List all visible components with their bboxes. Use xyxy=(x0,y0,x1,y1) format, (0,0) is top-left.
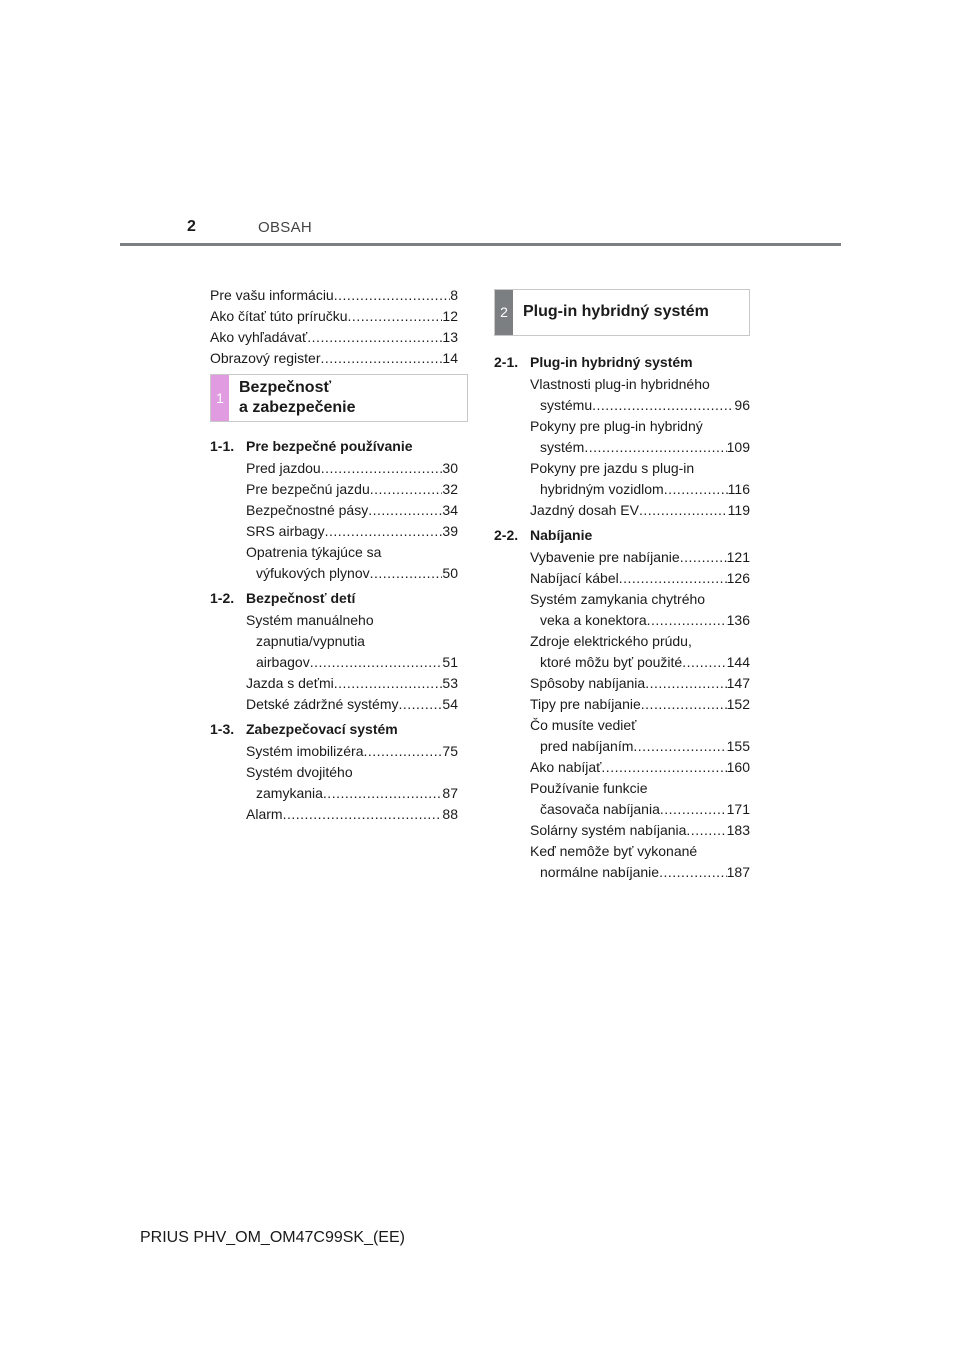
toc-leader-dots xyxy=(307,327,442,348)
toc-page-number: 160 xyxy=(726,759,750,775)
toc-entry[interactable] xyxy=(530,673,750,694)
toc-row[interactable] xyxy=(246,521,458,542)
toc-row[interactable] xyxy=(530,799,750,820)
subsection-title: Plug-in hybridný systém xyxy=(530,354,693,370)
left-subsections xyxy=(210,436,458,825)
section-box-2[interactable] xyxy=(494,289,750,336)
toc-page-number: 183 xyxy=(726,822,750,838)
toc-entry[interactable] xyxy=(530,589,750,631)
toc-leader-dots xyxy=(370,563,443,584)
toc-entry[interactable] xyxy=(530,841,750,883)
toc-entry-line: Používanie funkcie xyxy=(530,780,648,796)
toc-page-number: 187 xyxy=(726,864,750,880)
toc-label: Ako čítať túto príručku xyxy=(210,308,348,324)
toc-page-number: 12 xyxy=(442,308,458,324)
toc-label: výfukových plynov xyxy=(256,565,370,581)
toc-label: systému xyxy=(540,397,593,413)
section-box-1[interactable] xyxy=(210,374,468,422)
toc-row[interactable] xyxy=(246,458,458,479)
intro-list xyxy=(210,285,458,369)
toc-row[interactable] xyxy=(530,673,750,694)
toc-label: Pre vašu informáciu xyxy=(210,287,334,303)
toc-leader-dots xyxy=(601,757,726,778)
toc-entry[interactable] xyxy=(530,820,750,841)
toc-entry-line: Opatrenia týkajúce sa xyxy=(246,544,382,560)
toc-label: SRS airbagy xyxy=(246,523,325,539)
toc-row[interactable] xyxy=(530,500,750,521)
toc-row[interactable] xyxy=(530,479,750,500)
toc-entry[interactable] xyxy=(246,458,458,479)
toc-label: Vybavenie pre nabíjanie xyxy=(530,549,680,565)
toc-row[interactable] xyxy=(530,862,750,883)
toc-entry[interactable] xyxy=(530,374,750,416)
toc-page-number: 14 xyxy=(442,350,458,366)
section-title-1-line2: a zabezpečenie xyxy=(239,399,356,416)
toc-row[interactable] xyxy=(246,694,458,715)
toc-label: pred nabíjaním xyxy=(540,738,634,754)
subsection-title: Bezpečnosť detí xyxy=(246,590,356,606)
toc-row[interactable] xyxy=(246,652,458,673)
toc-leader-dots xyxy=(664,479,728,500)
toc-row[interactable] xyxy=(210,327,458,348)
toc-label: Spôsoby nabíjania xyxy=(530,675,646,691)
toc-page-number: 116 xyxy=(727,481,750,497)
toc-label: Ako vyhľadávať xyxy=(210,329,308,345)
toc-page-number: 87 xyxy=(442,785,458,801)
page-number: 2 xyxy=(187,218,196,235)
toc-page-number: 126 xyxy=(726,570,750,586)
toc-leader-dots xyxy=(660,799,727,820)
toc-row[interactable] xyxy=(530,437,750,458)
toc-leader-dots xyxy=(320,348,442,369)
toc-label: airbagov xyxy=(256,654,310,670)
toc-label: normálne nabíjanie xyxy=(540,864,660,880)
toc-entry-line: Zdroje elektrického prúdu, xyxy=(530,633,692,649)
toc-leader-dots xyxy=(399,694,443,715)
header-rule xyxy=(120,243,841,246)
toc-page-number: 119 xyxy=(727,502,750,518)
toc-entry[interactable] xyxy=(246,542,458,584)
toc-entry[interactable] xyxy=(246,694,458,715)
toc-entry[interactable] xyxy=(246,479,458,500)
toc-label: Tipy pre nabíjanie xyxy=(530,696,641,712)
toc-page-number: 13 xyxy=(442,329,458,345)
toc-row[interactable] xyxy=(530,610,750,631)
toc-label: Systém imobilizéra xyxy=(246,743,364,759)
toc-label: ktoré môžu byť použité xyxy=(540,654,683,670)
subsection-number: 1-3. xyxy=(210,721,235,737)
toc-leader-dots xyxy=(686,820,726,841)
toc-row[interactable] xyxy=(246,479,458,500)
toc-row[interactable] xyxy=(246,563,458,584)
toc-leader-dots xyxy=(659,862,727,883)
toc-page-number: 171 xyxy=(726,801,750,817)
toc-label: Pred jazdou xyxy=(246,460,321,476)
toc-row[interactable] xyxy=(530,736,750,757)
toc-row[interactable] xyxy=(246,741,458,762)
toc-entry[interactable] xyxy=(530,568,750,589)
toc-page-number: 155 xyxy=(726,738,750,754)
toc-entry[interactable] xyxy=(530,458,750,500)
toc-page-number: 136 xyxy=(726,612,750,628)
subsection-number: 2-2. xyxy=(494,527,519,543)
toc-leader-dots xyxy=(639,500,728,521)
toc-label: Jazda s deťmi xyxy=(246,675,334,691)
footer-doc-code: PRIUS PHV_OM_OM47C99SK_(EE) xyxy=(140,1229,405,1246)
toc-entry-line: Keď nemôže byť vykonané xyxy=(530,843,698,859)
toc-leader-dots xyxy=(680,547,727,568)
toc-row[interactable] xyxy=(530,395,750,416)
toc-page-number: 88 xyxy=(442,806,458,822)
toc-label: Ako nabíjať xyxy=(530,759,602,775)
left-column xyxy=(210,285,458,825)
toc-page-number: 54 xyxy=(442,696,458,712)
toc-row[interactable] xyxy=(210,306,458,327)
toc-entry[interactable] xyxy=(530,778,750,820)
toc-page-number: 152 xyxy=(726,696,750,712)
toc-page-number: 96 xyxy=(734,397,750,413)
subsection-number: 2-1. xyxy=(494,354,519,370)
header-title: OBSAH xyxy=(258,219,313,236)
toc-leader-dots xyxy=(321,458,443,479)
toc-row[interactable] xyxy=(246,804,458,825)
toc-page-number: 147 xyxy=(726,675,750,691)
toc-label: hybridným vozidlom xyxy=(540,481,664,497)
toc-entry[interactable] xyxy=(530,694,750,715)
toc-leader-dots xyxy=(682,652,726,673)
toc-leader-dots xyxy=(310,652,443,673)
toc-label: Alarm xyxy=(246,806,283,822)
toc-entry[interactable] xyxy=(246,500,458,521)
toc-page-number: 34 xyxy=(442,502,458,518)
toc-label: zamykania xyxy=(256,785,323,801)
toc-leader-dots xyxy=(370,479,443,500)
toc-row[interactable] xyxy=(530,652,750,673)
section-tab-2: 2 xyxy=(495,290,513,335)
subsection-heading[interactable] xyxy=(210,436,458,457)
section-title-2: Plug-in hybridný systém xyxy=(523,303,709,320)
toc-entry[interactable] xyxy=(530,547,750,568)
toc-entry[interactable] xyxy=(246,762,458,804)
toc-entry[interactable] xyxy=(246,741,458,762)
toc-entry[interactable] xyxy=(530,715,750,757)
toc-page-number: 8 xyxy=(450,287,458,303)
section-tab-1: 1 xyxy=(211,375,229,421)
toc-entry-line: Systém zamykania chytrého xyxy=(530,591,706,607)
subsection-number: 1-2. xyxy=(210,590,235,606)
section-title-1-line1: Bezpečnosť xyxy=(239,379,332,396)
subsection-title: Nabíjanie xyxy=(530,527,593,543)
section-title-1 xyxy=(229,375,366,421)
toc-label: Nabíjací kábel xyxy=(530,570,619,586)
toc-entry[interactable] xyxy=(246,673,458,694)
toc-leader-dots xyxy=(592,395,734,416)
toc-page-number: 121 xyxy=(726,549,750,565)
toc-row[interactable] xyxy=(246,500,458,521)
right-column xyxy=(494,289,750,883)
toc-entry-line: zapnutia/vypnutia xyxy=(256,633,365,649)
toc-entry-line: Pokyny pre plug-in hybridný xyxy=(530,418,703,434)
toc-leader-dots xyxy=(647,610,727,631)
toc-page-number: 51 xyxy=(442,654,458,670)
toc-leader-dots xyxy=(619,568,727,589)
toc-entry-line: Pokyny pre jazdu s plug-in xyxy=(530,460,695,476)
toc-leader-dots xyxy=(645,673,726,694)
toc-page-number: 50 xyxy=(442,565,458,581)
toc-leader-dots xyxy=(633,736,726,757)
toc-entry[interactable] xyxy=(246,610,458,673)
toc-entry[interactable] xyxy=(530,416,750,458)
toc-label: Pre bezpečnú jazdu xyxy=(246,481,370,497)
subsection-heading[interactable] xyxy=(210,719,458,740)
toc-page-number: 144 xyxy=(726,654,750,670)
toc-row[interactable] xyxy=(246,673,458,694)
subsection-heading[interactable] xyxy=(494,525,750,546)
toc-row[interactable] xyxy=(530,820,750,841)
toc-page-number: 39 xyxy=(442,523,458,539)
toc-leader-dots xyxy=(363,741,442,762)
toc-entry[interactable] xyxy=(530,500,750,521)
toc-row[interactable] xyxy=(530,568,750,589)
toc-leader-dots xyxy=(325,521,443,542)
toc-label: systém xyxy=(540,439,585,455)
toc-leader-dots xyxy=(368,500,442,521)
toc-leader-dots xyxy=(334,285,450,306)
toc-leader-dots xyxy=(323,783,443,804)
toc-entry[interactable] xyxy=(530,631,750,673)
toc-label: Detské zádržné systémy xyxy=(246,696,399,712)
subsection-title: Zabezpečovací systém xyxy=(246,721,398,737)
toc-page-number: 53 xyxy=(442,675,458,691)
toc-label: Jazdný dosah EV xyxy=(530,502,639,518)
subsection-number: 1-1. xyxy=(210,438,235,454)
toc-leader-dots xyxy=(584,437,726,458)
right-subsections xyxy=(494,352,750,883)
subsection-heading[interactable] xyxy=(210,588,458,609)
subsection-heading[interactable] xyxy=(494,352,750,373)
toc-entry-line: Čo musíte vedieť xyxy=(530,717,637,733)
toc-row[interactable] xyxy=(210,285,458,306)
toc-page-number: 109 xyxy=(726,439,750,455)
toc-row[interactable] xyxy=(530,757,750,778)
toc-entry-line: Vlastnosti plug-in hybridného xyxy=(530,376,710,392)
toc-page-number: 30 xyxy=(442,460,458,476)
toc-row[interactable] xyxy=(530,694,750,715)
toc-entry[interactable] xyxy=(530,757,750,778)
toc-label: Solárny systém nabíjania xyxy=(530,822,687,838)
toc-page-number: 75 xyxy=(442,743,458,759)
toc-leader-dots xyxy=(641,694,727,715)
toc-label: Bezpečnostné pásy xyxy=(246,502,369,518)
toc-label: časovača nabíjania xyxy=(540,801,660,817)
toc-leader-dots xyxy=(334,673,443,694)
toc-entry-line: Systém manuálneho xyxy=(246,612,374,628)
toc-label: veka a konektora xyxy=(540,612,647,628)
toc-label: Obrazový register xyxy=(210,350,321,366)
toc-leader-dots xyxy=(348,306,443,327)
toc-row[interactable] xyxy=(530,547,750,568)
toc-entry[interactable] xyxy=(246,804,458,825)
subsection-title: Pre bezpečné používanie xyxy=(246,438,413,454)
toc-row[interactable] xyxy=(246,783,458,804)
toc-row[interactable] xyxy=(210,348,458,369)
toc-leader-dots xyxy=(283,804,443,825)
toc-entry[interactable] xyxy=(246,521,458,542)
toc-page-number: 32 xyxy=(442,481,458,497)
toc-entry-line: Systém dvojitého xyxy=(246,764,353,780)
